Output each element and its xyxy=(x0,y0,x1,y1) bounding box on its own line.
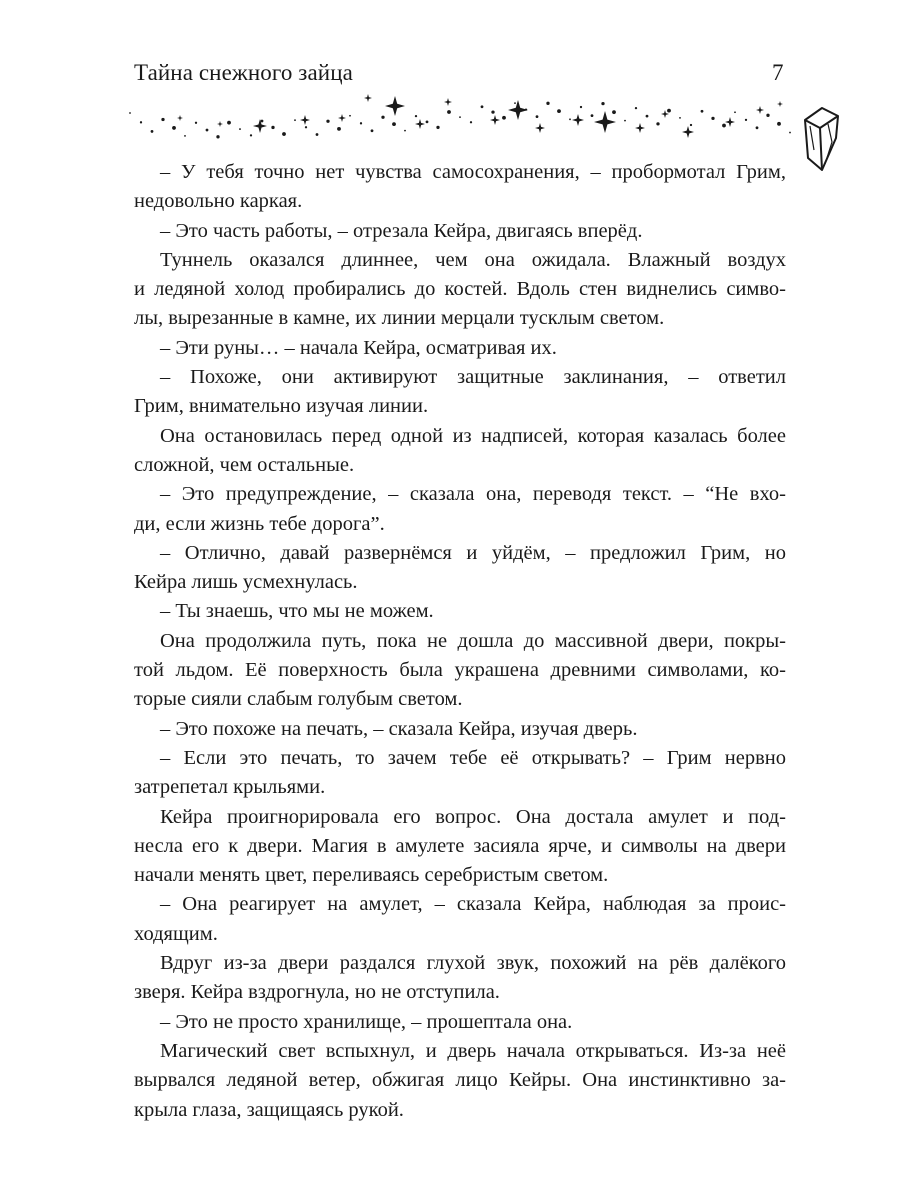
text-line: начали менять цвет, переливаясь серебристым светом. xyxy=(134,864,609,887)
star-dot-icon xyxy=(227,121,231,125)
text-line: торые сияли слабым голубым светом. xyxy=(134,688,463,711)
text-line: – Это похоже на печать, – сказала Кейра, изучая дверь. xyxy=(160,717,638,740)
text-line: и ледяной холод пробирались до костей. Вдоль стен виднелись симво- xyxy=(134,278,786,301)
sparkle-star-icon xyxy=(756,106,764,114)
sparkle-star-icon xyxy=(725,117,735,127)
star-dot-icon xyxy=(470,121,472,123)
text-line: ди, если жизнь тебе дорога”. xyxy=(134,512,385,535)
star-dot-icon xyxy=(635,107,637,109)
text-line: несла его к двери. Магия в амулете засияла ярче, и символы на двери xyxy=(134,834,786,857)
text-line: – У тебя точно нет чувства самосохранения, – пробормотал Грим, xyxy=(160,161,786,183)
text-line: затрепетал крыльями. xyxy=(134,776,326,799)
star-dot-icon xyxy=(491,110,494,113)
star-dot-icon xyxy=(624,120,626,122)
sparkle-star-icon xyxy=(415,119,425,129)
text-line: Магический свет вспыхнул, и дверь начала открываться. Из-за неё xyxy=(160,1039,786,1062)
star-dot-icon xyxy=(129,112,131,114)
star-dot-icon xyxy=(349,115,351,117)
star-dot-icon xyxy=(216,135,219,138)
text-line: крыла глаза, защищаясь рукой. xyxy=(134,1098,404,1121)
sparkle-star-icon xyxy=(177,115,183,121)
star-dot-icon xyxy=(569,118,571,120)
star-dot-icon xyxy=(360,122,362,124)
star-dot-icon xyxy=(722,124,726,128)
star-dot-icon xyxy=(271,126,274,129)
star-dot-icon xyxy=(151,130,154,133)
star-dot-icon xyxy=(195,122,197,124)
star-dot-icon xyxy=(514,102,516,104)
text-line: – Она реагирует на амулет, – сказала Кейра, наблюдая за проис- xyxy=(160,893,786,916)
star-dot-icon xyxy=(404,130,406,132)
star-dot-icon xyxy=(371,129,374,132)
star-dot-icon xyxy=(777,122,781,126)
star-dot-icon xyxy=(591,114,594,117)
text-line: лы, вырезанные в камне, их линии мерцали тусклым светом. xyxy=(134,307,665,330)
star-dot-icon xyxy=(436,126,439,129)
text-line: – Ты знаешь, что мы не можем. xyxy=(160,600,434,623)
star-dot-icon xyxy=(502,116,506,120)
text-line: Она продолжила путь, пока не дошла до массивной двери, покры- xyxy=(160,629,786,652)
star-dot-icon xyxy=(415,115,417,117)
text-line: Вдруг из-за двери раздался глухой звук, похожий на рёв далёкого xyxy=(160,952,786,975)
text-line: – Это часть работы, – отрезала Кейра, двигаясь вперёд. xyxy=(160,219,643,242)
text-line: – Отлично, давай развернёмся и уйдём, – предложил Грим, но xyxy=(160,541,786,564)
running-title: Тайна снежного зайца xyxy=(134,60,353,85)
sparkle-star-icon xyxy=(338,114,346,122)
sparkle-star-icon xyxy=(572,114,584,126)
sparkle-star-icon xyxy=(253,119,267,133)
star-dot-icon xyxy=(305,126,307,128)
body-text xyxy=(134,158,786,1125)
text-line: вырвался ледяной ветер, обжигая лицо Кейры. Она инстинктивно за- xyxy=(134,1069,786,1092)
star-dot-icon xyxy=(557,109,561,113)
sparkle-star-icon xyxy=(444,98,452,106)
star-dot-icon xyxy=(239,128,241,130)
text-line: недовольно каркая. xyxy=(134,190,303,213)
star-dot-icon xyxy=(447,110,451,114)
star-dot-icon xyxy=(667,109,671,113)
text-line: ходящим. xyxy=(134,922,218,945)
star-dot-icon xyxy=(184,135,186,137)
star-dot-icon xyxy=(140,121,142,123)
sparkle-star-icon xyxy=(490,115,500,125)
text-line: сложной, чем остальные. xyxy=(134,453,355,476)
sparkle-star-icon xyxy=(682,126,694,138)
star-dot-icon xyxy=(601,102,604,105)
star-dot-icon xyxy=(481,105,484,108)
text-line: зверя. Кейра вздрогнула, но не отступила. xyxy=(134,981,500,1004)
star-dot-icon xyxy=(546,102,549,105)
star-dot-icon xyxy=(459,116,461,118)
star-dot-icon xyxy=(294,119,296,121)
text-line: – Похоже, они активируют защитные заклинания, – ответил xyxy=(160,366,786,389)
star-dot-icon xyxy=(580,106,582,108)
text-line: – Это предупреждение, – сказала она, переводя текст. – “Не вхо- xyxy=(160,483,786,506)
sparkle-star-icon xyxy=(300,115,310,125)
star-dot-icon xyxy=(690,124,692,126)
star-dot-icon xyxy=(326,120,329,123)
sparkle-star-icon xyxy=(364,94,372,102)
star-dot-icon xyxy=(679,117,681,119)
star-dot-icon xyxy=(392,122,396,126)
text-line: Кейра лишь усмехнулась. xyxy=(134,571,358,594)
sparkle-star-icon xyxy=(777,101,783,107)
star-dot-icon xyxy=(656,122,659,125)
star-dot-icon xyxy=(646,115,649,118)
star-dot-icon xyxy=(536,115,539,118)
star-dot-icon xyxy=(172,126,176,130)
sparkle-star-icon xyxy=(594,111,616,133)
sparkle-star-icon xyxy=(535,123,545,133)
sparkle-star-icon xyxy=(385,96,405,116)
star-dot-icon xyxy=(426,121,429,124)
star-dot-icon xyxy=(381,116,384,119)
text-line: – Эти руны… – начала Кейра, осматривая их. xyxy=(160,336,557,359)
text-line: – Это не просто хранилище, – прошептала она. xyxy=(160,1010,573,1033)
star-dot-icon xyxy=(756,126,759,129)
sparkle-star-icon xyxy=(217,121,223,127)
page-number: 7 xyxy=(772,60,784,85)
sparkle-star-icon xyxy=(635,123,645,133)
star-dot-icon xyxy=(282,132,286,136)
text-line: Туннель оказался длиннее, чем она ожидала. Влажный воздух xyxy=(160,248,786,271)
text-line: – Если это печать, то зачем тебе её открывать? – Грим нервно xyxy=(160,746,786,769)
star-dot-icon xyxy=(789,132,791,134)
text-line: Грим, внимательно изучая линии. xyxy=(134,395,429,418)
star-dot-icon xyxy=(250,134,252,136)
star-dot-icon xyxy=(745,119,747,121)
sparkle-star-icon xyxy=(508,100,528,120)
star-dot-icon xyxy=(734,111,736,113)
crystal-icon xyxy=(805,108,838,170)
star-dot-icon xyxy=(316,133,319,136)
text-line: той льдом. Её поверхность была украшена древними символами, ко- xyxy=(134,659,786,682)
star-dot-icon xyxy=(612,110,616,114)
star-dot-icon xyxy=(161,118,164,121)
star-dot-icon xyxy=(701,110,704,113)
star-dot-icon xyxy=(766,114,769,117)
star-dot-icon xyxy=(711,117,714,120)
text-line: Кейра проигнорировала его вопрос. Она достала амулет и под- xyxy=(160,805,786,828)
star-dot-icon xyxy=(206,129,209,132)
star-dot-icon xyxy=(337,127,341,131)
text-line: Она остановилась перед одной из надписей, которая казалась более xyxy=(160,424,786,447)
star-dot-icon xyxy=(261,120,264,123)
